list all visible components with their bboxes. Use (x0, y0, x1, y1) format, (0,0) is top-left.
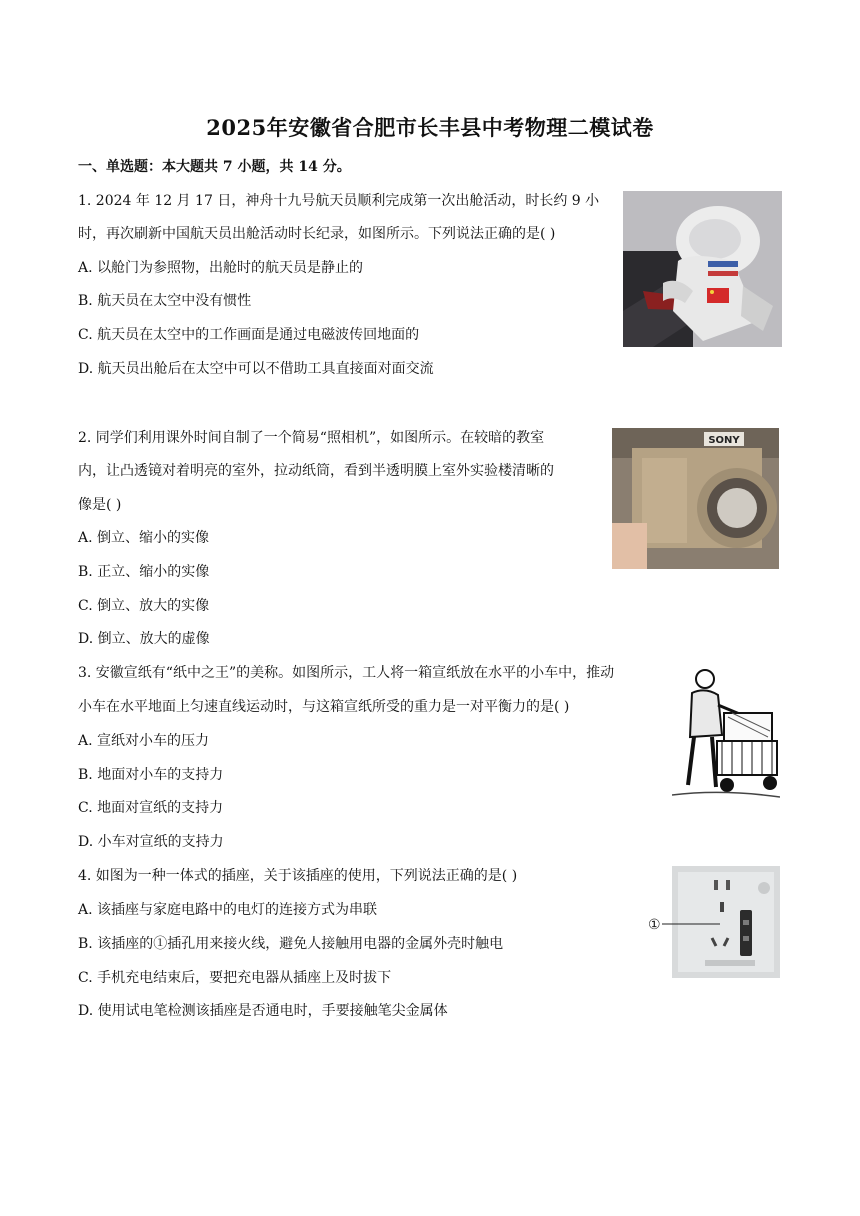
q3-stem-line-1: 3. 安徽宣纸有“纸中之王”的美称。如图所示，工人将一箱宣纸放在水平的小车中，推动 (78, 665, 615, 681)
page-title: 2025年安徽省合肥市长丰县中考物理二模试卷 (206, 115, 654, 140)
q3-option-a: A. 宣纸对小车的压力 (78, 733, 210, 749)
q3-option-c: C. 地面对宣纸的支持力 (78, 800, 224, 816)
q1-option-b: B. 航天员在太空中没有惯性 (78, 293, 252, 309)
q2-option-d: D. 倒立、放大的虚像 (78, 631, 210, 647)
q2-stem-line-3: 像是( ) (78, 497, 122, 513)
q3-option-d: D. 小车对宣纸的支持力 (78, 834, 224, 850)
q1-stem-line-2: 时，再次刷新中国航天员出舱活动时长纪录，如图所示。下列说法正确的是( ) (78, 226, 556, 242)
q4-option-d: D. 使用试电笔检测该插座是否通电时，手要接触笔尖金属体 (78, 1003, 448, 1019)
camera-brand-label: SONY (708, 435, 740, 446)
q2-stem-line-1: 2. 同学们利用课外时间自制了一个简易“照相机”，如图所示。在较暗的教室 (78, 430, 545, 446)
q2-option-b: B. 正立、缩小的实像 (78, 564, 210, 580)
worker-cart-image (672, 665, 780, 800)
q1-option-c: C. 航天员在太空中的工作画面是通过电磁波传回地面的 (78, 327, 420, 343)
q4-option-b: B. 该插座的①插孔用来接火线，避免人接触用电器的金属外壳时触电 (78, 936, 504, 952)
q1-stem-line-1: 1. 2024 年 12 月 17 日，神舟十九号航天员顺利完成第一次出舱活动，时长约 9 小 (78, 193, 600, 209)
astronaut-image (623, 191, 782, 347)
q3-option-b: B. 地面对小车的支持力 (78, 767, 224, 783)
paper-camera-image (612, 428, 779, 569)
q2-option-c: C. 倒立、放大的实像 (78, 598, 210, 614)
socket-image (640, 866, 780, 978)
q4-option-c: C. 手机充电结束后，要把充电器从插座上及时拔下 (78, 970, 392, 986)
section-heading: 一、单选题：本大题共 7 小题，共 14 分。 (78, 159, 351, 175)
q1-option-a: A. 以舱门为参照物，出舱时的航天员是静止的 (78, 260, 364, 276)
q2-option-a: A. 倒立、缩小的实像 (78, 530, 210, 546)
socket-hole-marker: ① (648, 917, 661, 933)
q4-option-a: A. 该插座与家庭电路中的电灯的连接方式为串联 (78, 902, 378, 918)
q3-stem-line-2: 小车在水平地面上匀速直线运动时，与这箱宣纸所受的重力是一对平衡力的是( ) (78, 699, 570, 715)
q1-option-d: D. 航天员出舱后在太空中可以不借助工具直接面对面交流 (78, 361, 434, 377)
q2-stem-line-2: 内，让凸透镜对着明亮的室外，拉动纸筒，看到半透明膜上室外实验楼清晰的 (78, 463, 554, 479)
q4-stem-line-1: 4. 如图为一种一体式的插座，关于该插座的使用，下列说法正确的是( ) (78, 868, 518, 884)
